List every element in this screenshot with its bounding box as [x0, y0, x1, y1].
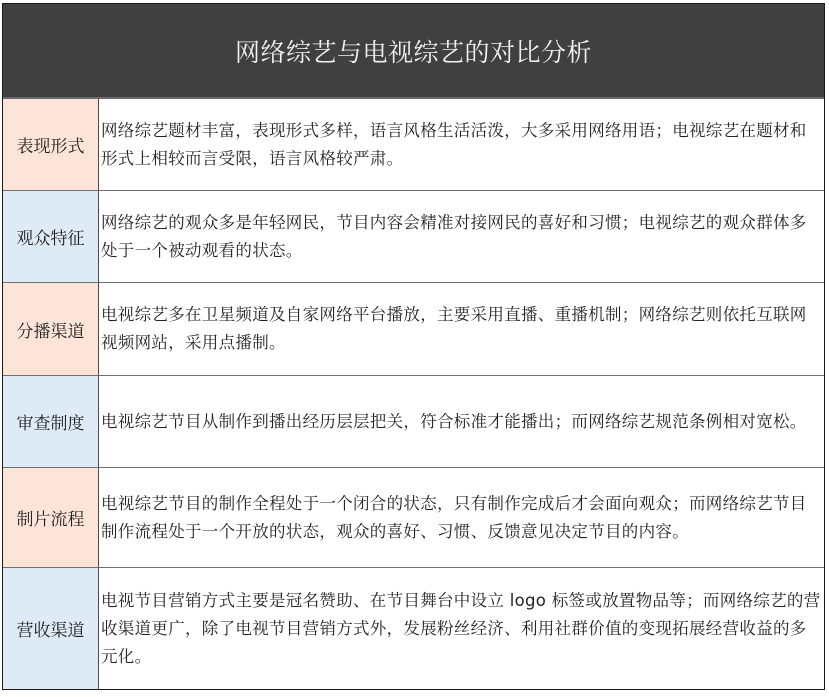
row-content: 网络综艺题材丰富，表现形式多样，语言风格生活活泼，大多采用网络用语；电视综艺在题材和形式上相较而言受限，语言风格较严肃。 — [99, 99, 824, 190]
table-row-expression-form — [3, 99, 824, 191]
row-label: 营收渠道 — [3, 568, 99, 689]
table-row-revenue-channels — [3, 568, 824, 689]
table-row-distribution-channels — [3, 283, 824, 376]
row-label: 观众特征 — [3, 191, 99, 282]
row-label: 制片流程 — [3, 468, 99, 567]
row-label: 表现形式 — [3, 99, 99, 190]
row-label: 分播渠道 — [3, 283, 99, 375]
comparison-table — [2, 3, 825, 690]
table-title: 网络综艺与电视综艺的对比分析 — [3, 4, 824, 99]
row-content: 电视节目营销方式主要是冠名赞助、在节目舞台中设立 logo 标签或放置物品等；而网络综艺的营收渠道更广，除了电视节目营销方式外，发展粉丝经济、利用社群价值的变现拓展经营收益的多元化。 — [99, 568, 824, 689]
row-content: 电视综艺节目从制作到播出经历层层把关，符合标准才能播出；而网络综艺规范条例相对宽松。 — [99, 376, 824, 467]
table-row-audience-features — [3, 191, 824, 283]
row-content: 电视综艺节目的制作全程处于一个闭合的状态，只有制作完成后才会面向观众；而网络综艺节目制作流程处于一个开放的状态，观众的喜好、习惯、反馈意见决定节目的内容。 — [99, 468, 824, 567]
row-content: 电视综艺多在卫星频道及自家网络平台播放，主要采用直播、重播机制；网络综艺则依托互联网视频网站，采用点播制。 — [99, 283, 824, 375]
row-label: 审查制度 — [3, 376, 99, 467]
table-row-production-process — [3, 468, 824, 568]
table-row-review-system — [3, 376, 824, 468]
row-content: 网络综艺的观众多是年轻网民，节目内容会精准对接网民的喜好和习惯；电视综艺的观众群体多处于一个被动观看的状态。 — [99, 191, 824, 282]
